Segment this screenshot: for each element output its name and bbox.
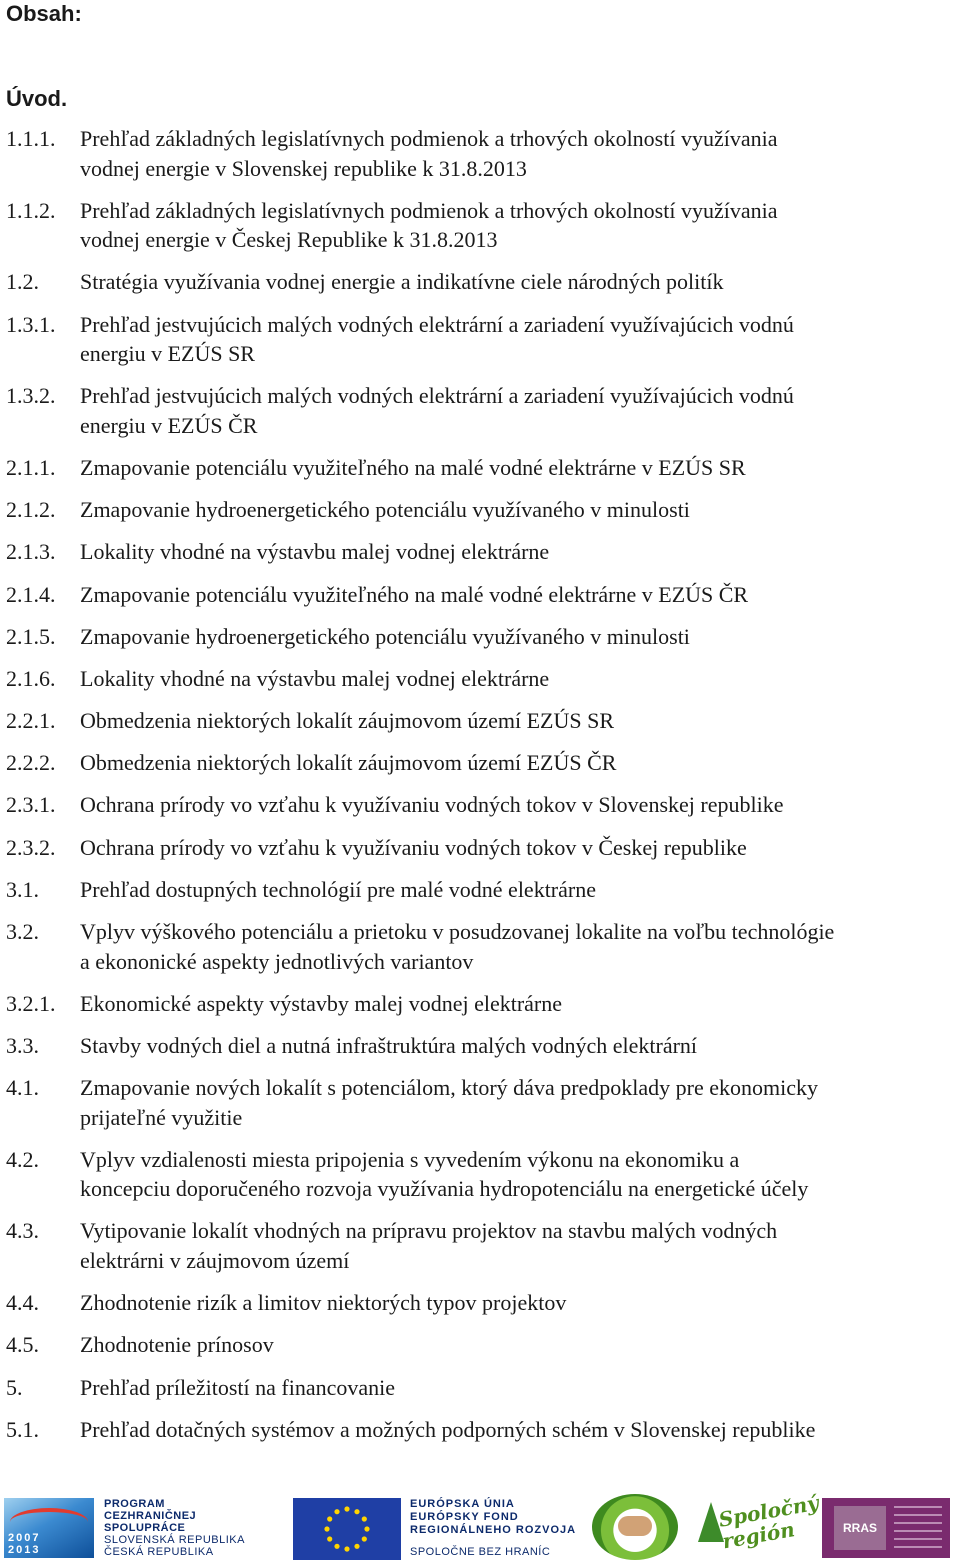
toc-text: Ekonomické aspekty výstavby malej vodnej elektrárne <box>80 990 563 1016</box>
handshake-icon <box>618 1516 652 1536</box>
toc-number: 4.1. <box>6 1075 39 1101</box>
toc-item <box>0 495 960 525</box>
program-years: 2007 2013 <box>8 1532 41 1556</box>
region-script: Spoločný región <box>716 1490 821 1554</box>
toc-text: Obmedzenia niektorých lokalít záujmovom území EZÚS ČR <box>80 750 617 776</box>
toc-item <box>0 1031 960 1061</box>
toc-text: Vplyv vzdialenosti miesta pripojenia s vyvedením výkonu na ekonomiku a koncepciu doporučeného rozvoja využívania hydropotenciálu na energetické účely <box>80 1146 809 1202</box>
eu-line: REGIONÁLNEHO ROZVOJA <box>410 1524 577 1536</box>
program-line: SPOLUPRÁCE <box>104 1522 186 1534</box>
toc-item <box>0 310 960 369</box>
rras-lines-icon <box>894 1506 942 1550</box>
eu-star-icon <box>344 1546 349 1551</box>
toc-number: 1.3.1. <box>6 311 56 337</box>
toc-text: Prehľad jestvujúcich malých vodných elektrární a zariadení využívajúcich vodnú energiu v EZÚS ČR <box>80 383 794 438</box>
toc-text: Obmedzenia niektorých lokalít záujmovom území EZÚS SR <box>80 708 614 734</box>
toc-number: 2.3.2. <box>6 834 56 860</box>
toc-number: 3.1. <box>6 876 39 902</box>
toc-text: Zhodnotenie rizík a limitov niektorých typov projektov <box>80 1290 567 1316</box>
toc-number: 2.1.3. <box>6 539 56 565</box>
toc-number: 4.4. <box>6 1290 39 1316</box>
toc-item <box>0 381 960 440</box>
eu-fund-text <box>410 1492 590 1562</box>
toc-item <box>0 196 960 255</box>
program-line: CEZHRANIČNEJ <box>104 1510 197 1522</box>
eu-star-icon <box>354 1544 359 1549</box>
eu-stars-icon <box>293 1498 401 1560</box>
toc-item <box>0 790 960 820</box>
toc-text: Zmapovanie hydroenergetického potenciálu využívaného v minulosti <box>80 497 690 523</box>
toc-text: Prehľad dostupných technológií pre malé vodné elektrárne <box>80 876 596 902</box>
eu-slogan: SPOLOČNE BEZ HRANÍC <box>410 1546 551 1558</box>
eu-star-icon <box>362 1516 367 1521</box>
program-badge <box>4 1498 94 1558</box>
toc-text: Stavby vodných diel a nutná infraštruktúra malých vodných elektrární <box>80 1032 698 1058</box>
toc-item <box>0 706 960 736</box>
program-line: PROGRAM <box>104 1498 165 1510</box>
toc-text: Vytipovanie lokalít vhodných na prípravu projektov na stavbu malých vodných elektrárni v záujmovom území <box>80 1218 778 1273</box>
program-logo <box>4 1492 289 1562</box>
rras-logo <box>822 1492 954 1562</box>
toc-text: Lokality vhodné na výstavbu malej vodnej elektrárne <box>80 539 550 565</box>
eu-logo <box>293 1492 403 1562</box>
toc-item <box>0 124 960 183</box>
toc-text: Ochrana prírody vo vzťahu k využívaniu vodných tokov v Slovenskej republike <box>80 792 784 818</box>
eu-star-icon <box>324 1526 329 1531</box>
toc-text: Zmapovanie potenciálu využiteľného na malé vodné elektrárne v EZÚS SR <box>80 454 746 480</box>
toc-number: 1.1.2. <box>6 197 56 223</box>
eu-star-icon <box>354 1509 359 1514</box>
toc-item <box>0 1073 960 1132</box>
toc-text: Prehľad dotačných systémov a možných podporných schém v Slovenskej republike <box>80 1416 816 1442</box>
toc-text: Lokality vhodné na výstavbu malej vodnej elektrárne <box>80 665 550 691</box>
toc-text: Vplyv výškového potenciálu a prietoku v posudzovanej lokalite na voľbu technológie a ekononické aspekty jednotlivých variantov <box>80 919 835 974</box>
eu-star-icon <box>327 1536 332 1541</box>
toc-item <box>0 875 960 905</box>
toc-number: 1.1.1. <box>6 126 56 151</box>
toc-item <box>0 580 960 610</box>
toc-text: Prehľad jestvujúcich malých vodných elektrární a zariadení využívajúcich vodnú energiu v EZÚS SR <box>80 311 794 367</box>
toc-number: 5. <box>6 1374 23 1400</box>
toc-item <box>0 267 960 297</box>
toc-number: 4.5. <box>6 1332 39 1358</box>
toc-item <box>0 622 960 652</box>
toc-number: 5.1. <box>6 1416 39 1442</box>
eu-line: EURÓPSKA ÚNIA <box>410 1498 515 1510</box>
program-line: ČESKÁ REPUBLIKA <box>104 1546 214 1558</box>
footer-logos <box>0 1492 960 1567</box>
toc-number: 1.2. <box>6 269 39 295</box>
toc-number: 4.3. <box>6 1218 39 1244</box>
toc-text: Prehľad príležitostí na financovanie <box>80 1374 395 1400</box>
program-line: SLOVENSKÁ REPUBLIKA <box>104 1534 245 1546</box>
page-title: Obsah: <box>6 1 82 26</box>
eu-star-icon <box>362 1536 367 1541</box>
toc-item <box>0 664 960 694</box>
intro-heading: Úvod. <box>6 86 68 111</box>
toc-item <box>0 1415 960 1445</box>
toc-item <box>0 1330 960 1360</box>
cooperation-seal-logo <box>590 1492 686 1562</box>
toc-number: 1.3.2. <box>6 383 56 409</box>
toc-number: 3.2.1. <box>6 990 56 1016</box>
toc-text: Prehľad základných legislatívnych podmienok a trhových okolností využívania vodnej energie v Českej Republike k 31.8.2013 <box>80 197 778 253</box>
eu-star-icon <box>327 1516 332 1521</box>
rras-label: RRAS <box>834 1506 886 1550</box>
toc-text: Zmapovanie hydroenergetického potenciálu využívaného v minulosti <box>80 623 690 649</box>
toc-item <box>0 917 960 976</box>
toc-item <box>0 833 960 863</box>
toc-item <box>0 748 960 778</box>
toc-text: Prehľad základných legislatívnych podmienok a trhových okolností využívania vodnej energie v Slovenskej republike k 31.8.2013 <box>80 126 778 181</box>
toc-item <box>0 1288 960 1318</box>
toc-number: 2.2.1. <box>6 708 56 734</box>
toc-number: 2.3.1. <box>6 792 56 818</box>
eu-fund-lines <box>410 1498 576 1537</box>
toc-text: Zmapovanie potenciálu využiteľného na malé vodné elektrárne v EZÚS ČR <box>80 581 749 607</box>
spolocny-region-logo <box>692 1492 820 1562</box>
table-of-contents <box>0 124 960 1457</box>
toc-item <box>0 1216 960 1275</box>
eu-star-icon <box>364 1526 369 1531</box>
toc-item <box>0 537 960 567</box>
toc-number: 2.1.2. <box>6 497 56 523</box>
toc-number: 2.2.2. <box>6 750 56 776</box>
eu-star-icon <box>334 1544 339 1549</box>
toc-item <box>0 989 960 1019</box>
toc-item <box>0 453 960 483</box>
eu-flag-icon <box>293 1498 401 1560</box>
toc-number: 2.1.6. <box>6 665 56 691</box>
toc-text: Ochrana prírody vo vzťahu k využívaniu vodných tokov v Českej republike <box>80 834 747 860</box>
toc-number: 3.2. <box>6 919 39 944</box>
eu-star-icon <box>344 1506 349 1511</box>
toc-number: 3.3. <box>6 1032 39 1058</box>
toc-item <box>0 1373 960 1403</box>
toc-text: Zhodnotenie prínosov <box>80 1332 274 1358</box>
toc-number: 2.1.4. <box>6 581 56 607</box>
toc-number: 2.1.1. <box>6 454 56 480</box>
toc-text: Stratégia využívania vodnej energie a indikatívne ciele národných politík <box>80 269 724 295</box>
eu-line: EURÓPSKY FOND <box>410 1511 519 1523</box>
toc-number: 2.1.5. <box>6 623 56 649</box>
eu-star-icon <box>334 1509 339 1514</box>
program-text <box>104 1498 245 1558</box>
toc-number: 4.2. <box>6 1146 39 1172</box>
toc-item <box>0 1145 960 1204</box>
toc-text: Zmapovanie nových lokalít s potenciálom, ktorý dáva predpoklady pre ekonomicky prijateľné využitie <box>80 1075 819 1130</box>
